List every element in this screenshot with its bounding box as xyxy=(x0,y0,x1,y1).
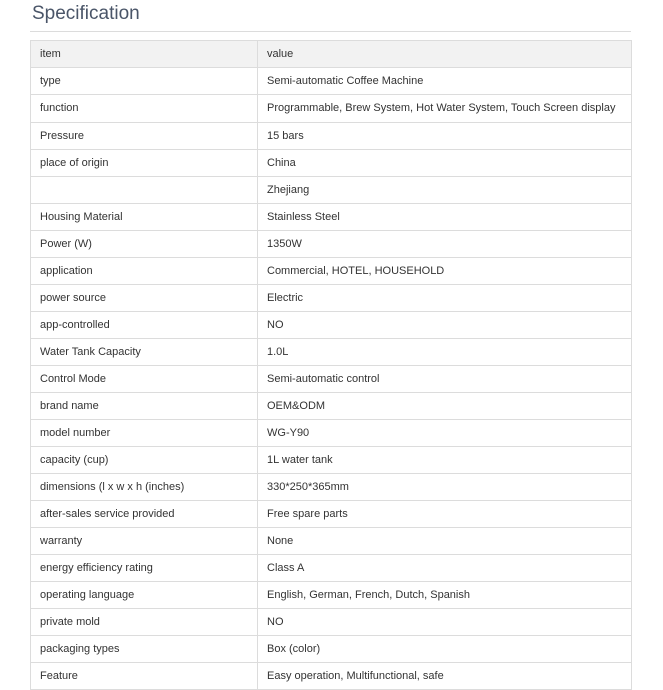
row-value: None xyxy=(258,528,632,555)
row-item: packaging types xyxy=(31,636,258,663)
table-row xyxy=(31,474,632,501)
row-item: warranty xyxy=(31,528,258,555)
row-item: dimensions (l x w x h (inches) xyxy=(31,474,258,501)
row-item: type xyxy=(31,68,258,95)
row-value: OEM&ODM xyxy=(258,393,632,420)
row-value: WG-Y90 xyxy=(258,420,632,447)
table-row xyxy=(31,258,632,285)
row-value: Stainless Steel xyxy=(258,204,632,231)
table-header-row xyxy=(31,41,632,68)
table-row xyxy=(31,285,632,312)
row-item: energy efficiency rating xyxy=(31,555,258,582)
table-row xyxy=(31,609,632,636)
table-row xyxy=(31,204,632,231)
row-value: 1.0L xyxy=(258,339,632,366)
table-row xyxy=(31,339,632,366)
table-row xyxy=(31,231,632,258)
row-value: Box (color) xyxy=(258,636,632,663)
table-row xyxy=(31,582,632,609)
row-value: 1350W xyxy=(258,231,632,258)
table-row xyxy=(31,95,632,123)
table-row xyxy=(31,123,632,150)
row-value: Free spare parts xyxy=(258,501,632,528)
row-value: Commercial, HOTEL, HOUSEHOLD xyxy=(258,258,632,285)
row-item: power source xyxy=(31,285,258,312)
row-item: Housing Material xyxy=(31,204,258,231)
row-item: application xyxy=(31,258,258,285)
row-item: app-controlled xyxy=(31,312,258,339)
row-item: Water Tank Capacity xyxy=(31,339,258,366)
row-value: China xyxy=(258,150,632,177)
row-item xyxy=(31,177,258,204)
table-row xyxy=(31,501,632,528)
row-value: NO xyxy=(258,312,632,339)
row-value: 330*250*365mm xyxy=(258,474,632,501)
row-value: English, German, French, Dutch, Spanish xyxy=(258,582,632,609)
row-item: Feature xyxy=(31,663,258,690)
row-value: Zhejiang xyxy=(258,177,632,204)
table-row xyxy=(31,420,632,447)
row-value: Programmable, Brew System, Hot Water System, Touch Screen display xyxy=(258,95,632,123)
row-value: NO xyxy=(258,609,632,636)
row-item: place of origin xyxy=(31,150,258,177)
table-row xyxy=(31,68,632,95)
section-header xyxy=(30,0,631,32)
row-item: function xyxy=(31,95,258,123)
row-value: 1L water tank xyxy=(258,447,632,474)
row-item: Pressure xyxy=(31,123,258,150)
row-item: operating language xyxy=(31,582,258,609)
table-row xyxy=(31,528,632,555)
table-row xyxy=(31,366,632,393)
header-item: item xyxy=(31,41,258,68)
header-value: value xyxy=(258,41,632,68)
row-item: Power (W) xyxy=(31,231,258,258)
row-value: Class A xyxy=(258,555,632,582)
table-row xyxy=(31,663,632,690)
row-item: after-sales service provided xyxy=(31,501,258,528)
table-row xyxy=(31,447,632,474)
row-value: Semi-automatic control xyxy=(258,366,632,393)
table-row xyxy=(31,150,632,177)
table-row xyxy=(31,636,632,663)
page-title: Specification xyxy=(32,3,140,24)
row-value: 15 bars xyxy=(258,123,632,150)
table-row xyxy=(31,555,632,582)
row-value: Easy operation, Multifunctional, safe xyxy=(258,663,632,690)
row-value: Semi-automatic Coffee Machine xyxy=(258,68,632,95)
row-item: Control Mode xyxy=(31,366,258,393)
row-value: Electric xyxy=(258,285,632,312)
row-item: brand name xyxy=(31,393,258,420)
table-row xyxy=(31,393,632,420)
table-row xyxy=(31,312,632,339)
row-item: model number xyxy=(31,420,258,447)
table-row xyxy=(31,177,632,204)
row-item: capacity (cup) xyxy=(31,447,258,474)
row-item: private mold xyxy=(31,609,258,636)
specification-table xyxy=(30,40,632,690)
